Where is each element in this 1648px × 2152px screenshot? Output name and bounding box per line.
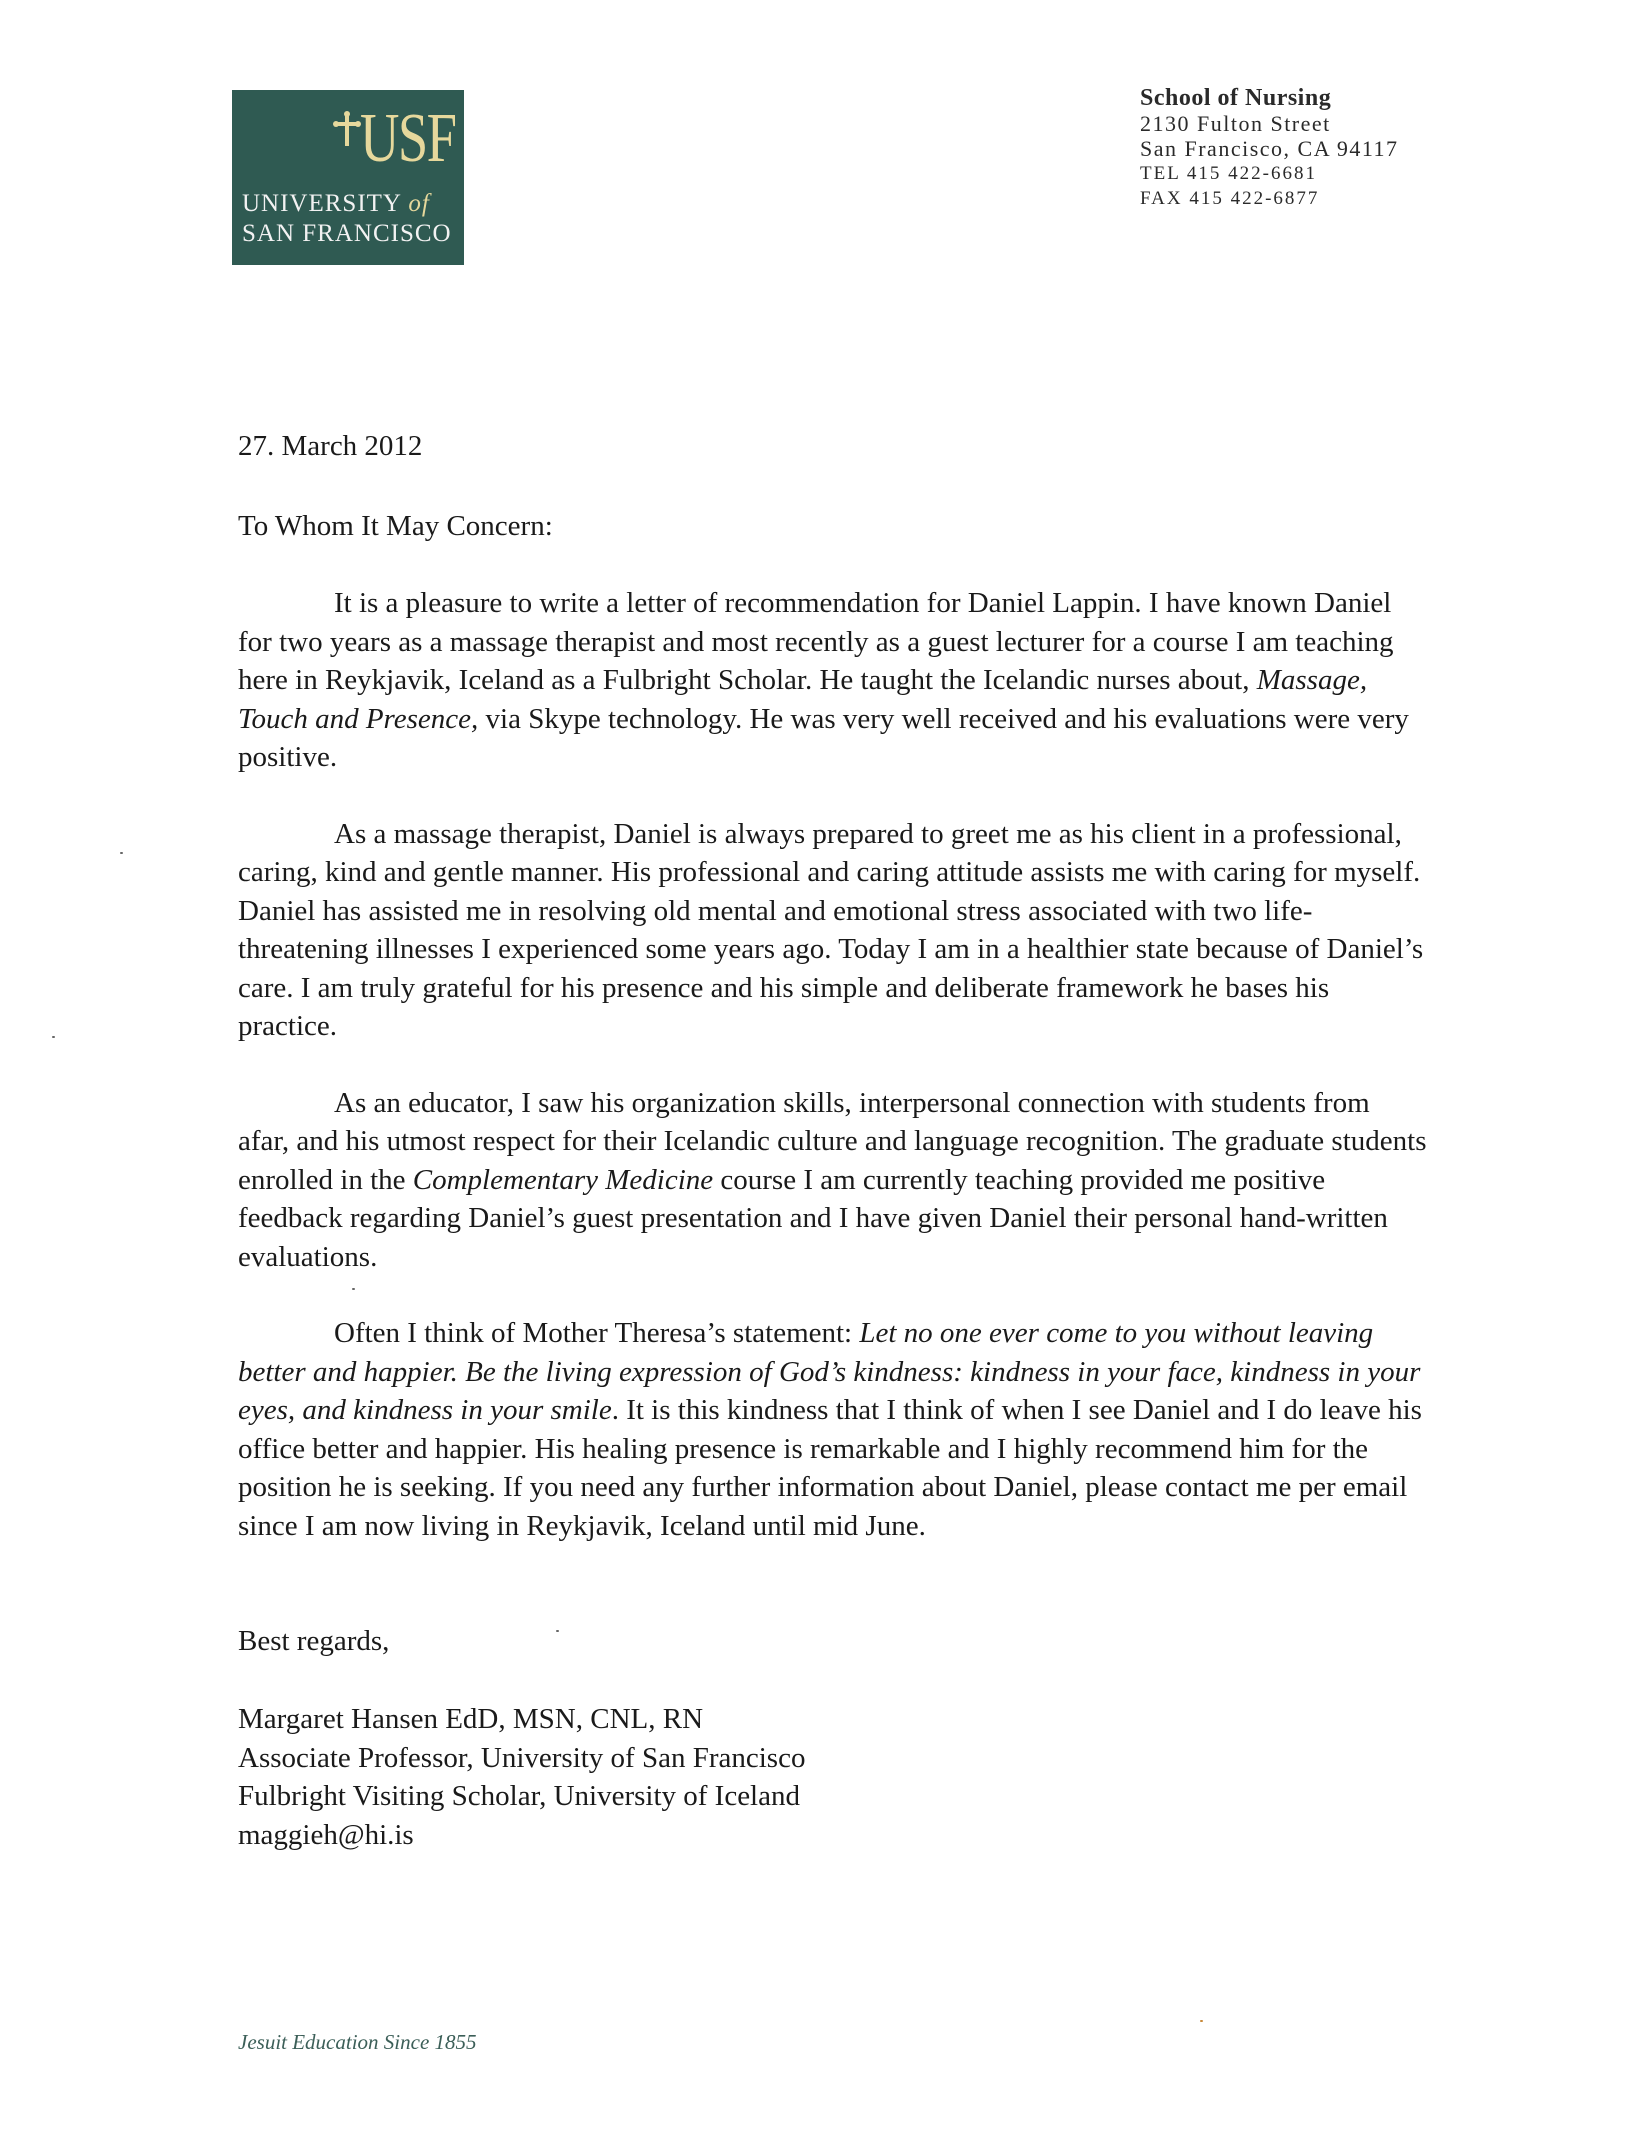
speck bbox=[52, 1036, 55, 1038]
course-name-italic: Complementary Medicine bbox=[412, 1163, 714, 1196]
signer-name: Margaret Hansen EdD, MSN, CNL, RN bbox=[238, 1703, 704, 1735]
letter-body bbox=[238, 584, 1428, 1583]
paragraph-3 bbox=[238, 1084, 1428, 1277]
quote-italic: Let no one ever come to you without leaving better and happier. Be the living expression of God’s kindness: kindness in your face, kindness in your eyes, and kindness in your smile bbox=[238, 1317, 1421, 1426]
paragraph-4 bbox=[238, 1314, 1428, 1545]
logo-word-university: UNIVERSITY bbox=[242, 190, 402, 217]
paragraph-1-text-a: It is a pleasure to write a letter of recommendation for Daniel Lappin. I have known Daniel for two years as a massage therapist and most recently as a guest lecturer for a course I am teaching here in Reykjavik, Iceland as a Fulbright Scholar. He taught the Icelandic nurses about, bbox=[238, 587, 1394, 696]
signature-block bbox=[238, 1700, 805, 1854]
fax: FAX 415 422-6877 bbox=[1140, 188, 1320, 209]
closing: Best regards, bbox=[238, 1625, 390, 1657]
paragraph-4-text-a: Often I think of Mother Theresa’s statement: bbox=[334, 1317, 860, 1349]
speck bbox=[1200, 2020, 1203, 2022]
signer-email: maggieh@hi.is bbox=[238, 1818, 414, 1851]
city-address: San Francisco, CA 94117 bbox=[1140, 136, 1399, 161]
school-name: School of Nursing bbox=[1140, 85, 1332, 111]
paragraph-4-text-b: . It is this kindness that I think of when I see Daniel and I do leave his office better and happier. His healing presence is remarkable and I highly recommend him for the position he is seeking. If you need any further information about Daniel, please contact me per email since I am now living in Reykjavik, Iceland until mid June. bbox=[238, 1394, 1422, 1542]
university-logo bbox=[232, 90, 464, 265]
letter-date: 27. March 2012 bbox=[238, 430, 423, 462]
logo-word-of: of bbox=[408, 190, 430, 217]
speck bbox=[556, 1630, 559, 1632]
letterhead-address bbox=[1140, 86, 1399, 211]
paragraph-1-text-b: via Skype technology. He was very well received and his evaluations were very positive. bbox=[238, 702, 1409, 773]
salutation: To Whom It May Concern: bbox=[238, 510, 553, 542]
paragraph-2: As a massage therapist, Daniel is always prepared to greet me as his client in a professional, caring, kind and gentle manner. His professional and caring attitude assists me with caring for myself. Daniel has assisted me in resolving old mental and emotional stress associated with two life-threatening illnesses I experienced some years ago. Today I am in a healthier state because of Daniel’s care. I am truly grateful for his presence and his simple and deliberate framework he bases his practice. bbox=[238, 817, 1424, 1042]
logo-mark: USF bbox=[360, 100, 456, 177]
paragraph-3-text-a: As an educator, I saw his organization skills, interpersonal connection with students from afar, and his utmost respect for their Icelandic culture and language recognition. The graduate students enrolled in the bbox=[238, 1086, 1427, 1196]
footer-motto: Jesuit Education Since 1855 bbox=[238, 2030, 477, 2054]
cross-icon bbox=[332, 110, 362, 150]
paragraph-3-text-b: course I am currently teaching provided me positive feedback regarding Daniel’s guest presentation and I have given Daniel their personal hand-written evaluations. bbox=[238, 1163, 1388, 1273]
logo-line-university bbox=[242, 190, 430, 218]
signer-title-1: Associate Professor, University of San Francisco bbox=[238, 1741, 806, 1774]
signer-title-2: Fulbright Visiting Scholar, University of Iceland bbox=[238, 1780, 800, 1812]
speck bbox=[352, 1288, 355, 1290]
paragraph-1 bbox=[238, 584, 1428, 777]
course-title-italic: Massage, Touch and Presence, bbox=[238, 664, 1368, 735]
telephone: TEL 415 422-6681 bbox=[1140, 163, 1317, 184]
speck bbox=[120, 852, 123, 854]
logo-line-city: SAN FRANCISCO bbox=[242, 220, 452, 247]
street-address: 2130 Fulton Street bbox=[1140, 111, 1331, 136]
